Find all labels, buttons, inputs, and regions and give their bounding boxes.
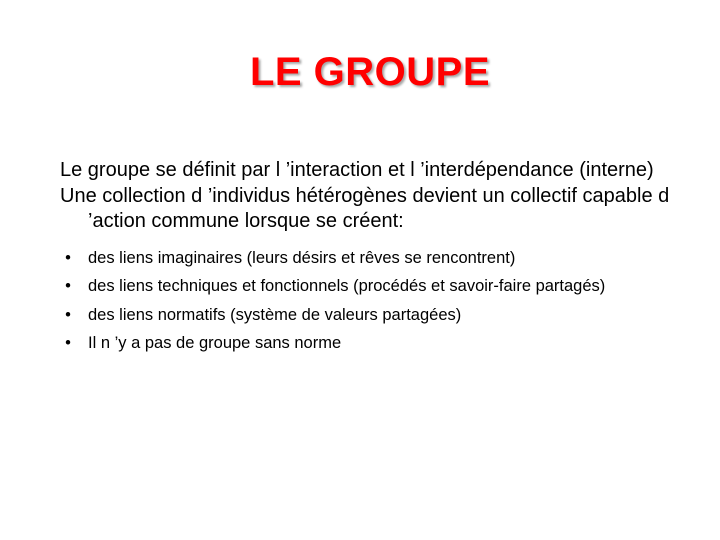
bullet-text: Il n ’y a pas de groupe sans norme xyxy=(88,334,342,352)
slide-title: LE GROUPE xyxy=(249,50,491,94)
bullet-icon: • xyxy=(65,305,71,324)
bullet-text: des liens imaginaires (leurs désirs et rêves se rencontrent) xyxy=(88,248,516,267)
slide-body xyxy=(60,158,670,361)
list-item xyxy=(60,247,670,270)
list-item xyxy=(60,275,670,298)
list-item xyxy=(60,304,670,327)
bullet-list xyxy=(60,247,670,355)
bullet-text: des liens techniques et fonctionnels (procédés et savoir-faire partagés) xyxy=(88,277,606,295)
bullet-text: des liens normatifs (système de valeurs partagées) xyxy=(88,305,462,324)
list-item xyxy=(60,332,670,355)
bullet-icon: • xyxy=(65,334,71,352)
paragraph-collection: Une collection d ’individus hétérogènes devient un collectif capable d ’action commune lorsque se créent: xyxy=(60,184,670,232)
paragraph-definition: Le groupe se définit par l ’interaction et l ’interdépendance (interne) xyxy=(60,159,654,181)
bullet-icon: • xyxy=(65,277,71,295)
bullet-icon: • xyxy=(65,248,71,267)
